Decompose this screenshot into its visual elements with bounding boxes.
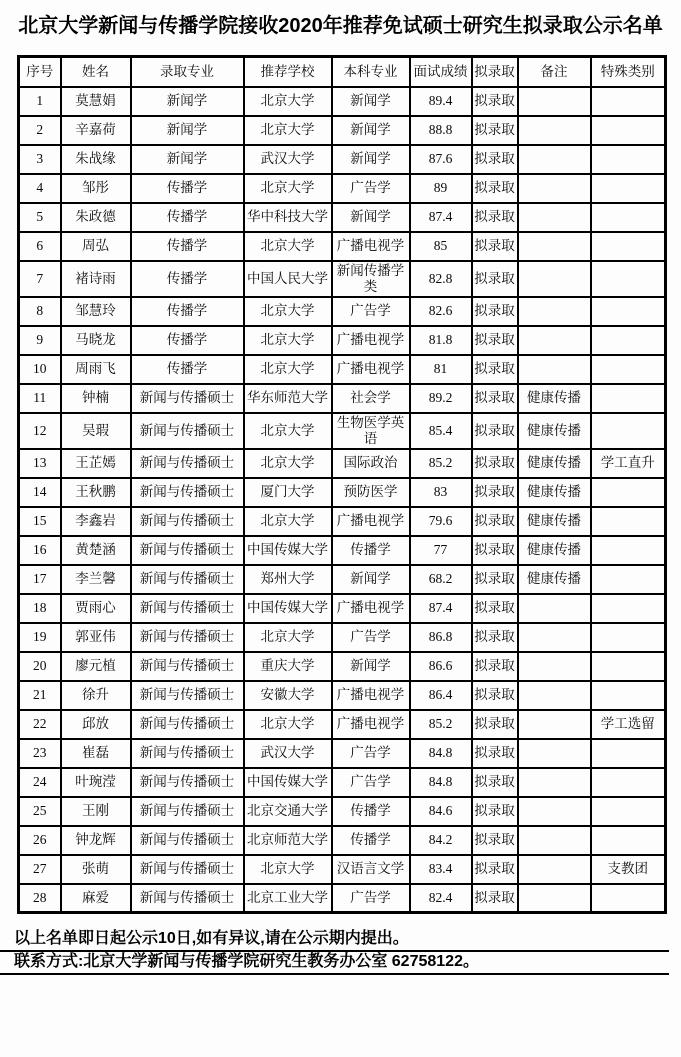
cell-admission-major: 新闻与传播硕士 [131, 884, 244, 913]
cell-undergrad-major: 新闻传播学类 [332, 261, 410, 297]
cell-remark [518, 232, 591, 261]
cell-interview-score: 84.2 [410, 826, 472, 855]
cell-admission-major: 新闻与传播硕士 [131, 797, 244, 826]
page-title: 北京大学新闻与传播学院接收2020年推荐免试硕士研究生拟录取公示名单 [18, 15, 663, 37]
cell-admission-status: 拟录取 [472, 797, 518, 826]
cell-undergrad-major: 汉语言文学 [332, 855, 410, 884]
table-row [19, 739, 666, 768]
cell-admission-status: 拟录取 [472, 507, 518, 536]
cell-admission-major: 新闻与传播硕士 [131, 507, 244, 536]
cell-seq: 21 [19, 681, 61, 710]
table-row [19, 855, 666, 884]
cell-special-category [591, 297, 666, 326]
cell-special-category [591, 826, 666, 855]
cell-admission-status: 拟录取 [472, 536, 518, 565]
cell-special-category [591, 145, 666, 174]
cell-name: 李鑫岩 [61, 507, 131, 536]
cell-admission-status: 拟录取 [472, 710, 518, 739]
cell-seq: 20 [19, 652, 61, 681]
cell-remark: 健康传播 [518, 384, 591, 413]
cell-seq: 1 [19, 87, 61, 116]
cell-remark: 健康传播 [518, 507, 591, 536]
cell-recommend-school: 中国传媒大学 [244, 536, 332, 565]
cell-admission-major: 新闻与传播硕士 [131, 710, 244, 739]
cell-remark [518, 297, 591, 326]
cell-interview-score: 84.8 [410, 739, 472, 768]
cell-undergrad-major: 传播学 [332, 797, 410, 826]
cell-remark [518, 855, 591, 884]
cell-seq: 16 [19, 536, 61, 565]
col-header-special-category: 特殊类别 [591, 57, 666, 87]
cell-admission-major: 新闻与传播硕士 [131, 594, 244, 623]
cell-recommend-school: 北京大学 [244, 116, 332, 145]
cell-interview-score: 68.2 [410, 565, 472, 594]
table-row [19, 261, 666, 297]
cell-admission-status: 拟录取 [472, 384, 518, 413]
cell-admission-major: 新闻与传播硕士 [131, 413, 244, 449]
cell-interview-score: 79.6 [410, 507, 472, 536]
cell-interview-score: 84.8 [410, 768, 472, 797]
cell-admission-major: 新闻与传播硕士 [131, 826, 244, 855]
cell-special-category [591, 681, 666, 710]
cell-special-category [591, 478, 666, 507]
table-row [19, 710, 666, 739]
cell-recommend-school: 华中科技大学 [244, 203, 332, 232]
cell-undergrad-major: 广告学 [332, 297, 410, 326]
cell-name: 钟龙辉 [61, 826, 131, 855]
cell-interview-score: 87.4 [410, 594, 472, 623]
cell-seq: 5 [19, 203, 61, 232]
col-header-seq: 序号 [19, 57, 61, 87]
col-header-remark: 备注 [518, 57, 591, 87]
cell-remark: 健康传播 [518, 478, 591, 507]
cell-special-category [591, 174, 666, 203]
cell-undergrad-major: 新闻学 [332, 87, 410, 116]
cell-admission-major: 传播学 [131, 203, 244, 232]
cell-remark: 健康传播 [518, 449, 591, 478]
cell-seq: 3 [19, 145, 61, 174]
cell-admission-status: 拟录取 [472, 297, 518, 326]
cell-admission-major: 新闻与传播硕士 [131, 652, 244, 681]
cell-special-category [591, 652, 666, 681]
cell-special-category [591, 384, 666, 413]
cell-admission-status: 拟录取 [472, 174, 518, 203]
cell-remark [518, 87, 591, 116]
cell-undergrad-major: 新闻学 [332, 116, 410, 145]
cell-special-category [591, 565, 666, 594]
cell-special-category [591, 884, 666, 913]
cell-recommend-school: 安徽大学 [244, 681, 332, 710]
cell-admission-major: 新闻与传播硕士 [131, 623, 244, 652]
cell-name: 贾雨心 [61, 594, 131, 623]
cell-admission-major: 新闻学 [131, 116, 244, 145]
cell-admission-status: 拟录取 [472, 449, 518, 478]
cell-recommend-school: 北京大学 [244, 326, 332, 355]
cell-name: 张萌 [61, 855, 131, 884]
cell-seq: 26 [19, 826, 61, 855]
contact-line: 联系方式:北京大学新闻与传播学院研究生教务办公室 62758122。 [0, 952, 669, 975]
cell-recommend-school: 北京大学 [244, 297, 332, 326]
cell-undergrad-major: 传播学 [332, 826, 410, 855]
cell-interview-score: 88.8 [410, 116, 472, 145]
cell-special-category [591, 203, 666, 232]
cell-name: 徐升 [61, 681, 131, 710]
cell-admission-major: 新闻与传播硕士 [131, 565, 244, 594]
cell-recommend-school: 北京工业大学 [244, 884, 332, 913]
cell-seq: 7 [19, 261, 61, 297]
cell-seq: 28 [19, 884, 61, 913]
cell-interview-score: 86.4 [410, 681, 472, 710]
cell-special-category [591, 355, 666, 384]
col-header-admission-status: 拟录取 [472, 57, 518, 87]
cell-name: 廖元植 [61, 652, 131, 681]
cell-interview-score: 84.6 [410, 797, 472, 826]
cell-remark [518, 826, 591, 855]
cell-undergrad-major: 新闻学 [332, 203, 410, 232]
table-header-row [19, 57, 666, 87]
cell-interview-score: 83 [410, 478, 472, 507]
cell-undergrad-major: 传播学 [332, 536, 410, 565]
cell-name: 王芷嫣 [61, 449, 131, 478]
cell-admission-major: 传播学 [131, 232, 244, 261]
cell-recommend-school: 武汉大学 [244, 739, 332, 768]
cell-special-category [591, 536, 666, 565]
cell-name: 李兰馨 [61, 565, 131, 594]
cell-special-category [591, 739, 666, 768]
cell-seq: 27 [19, 855, 61, 884]
cell-remark [518, 623, 591, 652]
cell-interview-score: 86.8 [410, 623, 472, 652]
cell-admission-major: 传播学 [131, 297, 244, 326]
cell-recommend-school: 北京大学 [244, 87, 332, 116]
cell-admission-major: 传播学 [131, 174, 244, 203]
cell-remark [518, 261, 591, 297]
cell-seq: 18 [19, 594, 61, 623]
cell-recommend-school: 中国人民大学 [244, 261, 332, 297]
cell-name: 黄楚涵 [61, 536, 131, 565]
notice-line: 以上名单即日起公示10日,如有异议,请在公示期内提出。 [0, 929, 669, 952]
cell-recommend-school: 北京大学 [244, 449, 332, 478]
cell-seq: 8 [19, 297, 61, 326]
cell-special-category [591, 232, 666, 261]
cell-name: 钟楠 [61, 384, 131, 413]
cell-seq: 19 [19, 623, 61, 652]
cell-name: 叶琬滢 [61, 768, 131, 797]
cell-remark [518, 652, 591, 681]
cell-recommend-school: 北京大学 [244, 355, 332, 384]
cell-seq: 23 [19, 739, 61, 768]
cell-recommend-school: 厦门大学 [244, 478, 332, 507]
cell-remark [518, 797, 591, 826]
cell-special-category [591, 507, 666, 536]
cell-remark [518, 739, 591, 768]
cell-special-category: 学工直升 [591, 449, 666, 478]
cell-undergrad-major: 广告学 [332, 739, 410, 768]
cell-interview-score: 89.2 [410, 384, 472, 413]
cell-admission-status: 拟录取 [472, 478, 518, 507]
cell-special-category [591, 797, 666, 826]
cell-admission-major: 新闻与传播硕士 [131, 681, 244, 710]
cell-name: 周弘 [61, 232, 131, 261]
cell-recommend-school: 北京大学 [244, 507, 332, 536]
cell-admission-status: 拟录取 [472, 116, 518, 145]
cell-admission-major: 新闻与传播硕士 [131, 768, 244, 797]
cell-name: 莫慧娟 [61, 87, 131, 116]
table-row [19, 565, 666, 594]
cell-undergrad-major: 广播电视学 [332, 594, 410, 623]
cell-admission-status: 拟录取 [472, 413, 518, 449]
cell-name: 邱放 [61, 710, 131, 739]
col-header-admission-major: 录取专业 [131, 57, 244, 87]
table-row [19, 232, 666, 261]
cell-interview-score: 87.4 [410, 203, 472, 232]
cell-special-category [591, 261, 666, 297]
cell-admission-major: 传播学 [131, 355, 244, 384]
cell-admission-major: 新闻与传播硕士 [131, 739, 244, 768]
cell-seq: 24 [19, 768, 61, 797]
table-row [19, 478, 666, 507]
cell-interview-score: 82.6 [410, 297, 472, 326]
cell-interview-score: 81 [410, 355, 472, 384]
cell-name: 辛嘉荷 [61, 116, 131, 145]
table-row [19, 652, 666, 681]
col-header-undergrad-major: 本科专业 [332, 57, 410, 87]
cell-recommend-school: 郑州大学 [244, 565, 332, 594]
cell-undergrad-major: 新闻学 [332, 565, 410, 594]
cell-undergrad-major: 广告学 [332, 884, 410, 913]
cell-seq: 12 [19, 413, 61, 449]
cell-remark [518, 594, 591, 623]
cell-name: 周雨飞 [61, 355, 131, 384]
cell-admission-status: 拟录取 [472, 855, 518, 884]
footer [0, 929, 669, 975]
cell-special-category [591, 768, 666, 797]
cell-name: 朱政德 [61, 203, 131, 232]
cell-remark: 健康传播 [518, 536, 591, 565]
cell-admission-major: 新闻与传播硕士 [131, 449, 244, 478]
cell-undergrad-major: 广告学 [332, 174, 410, 203]
cell-remark: 健康传播 [518, 565, 591, 594]
cell-name: 吴瑕 [61, 413, 131, 449]
cell-admission-status: 拟录取 [472, 203, 518, 232]
table-row [19, 507, 666, 536]
cell-undergrad-major: 新闻学 [332, 145, 410, 174]
cell-undergrad-major: 广告学 [332, 768, 410, 797]
cell-special-category [591, 594, 666, 623]
cell-remark [518, 116, 591, 145]
cell-seq: 14 [19, 478, 61, 507]
cell-undergrad-major: 广播电视学 [332, 355, 410, 384]
cell-recommend-school: 华东师范大学 [244, 384, 332, 413]
cell-interview-score: 85.2 [410, 449, 472, 478]
cell-special-category: 支教团 [591, 855, 666, 884]
cell-remark [518, 681, 591, 710]
cell-seq: 25 [19, 797, 61, 826]
cell-recommend-school: 北京大学 [244, 413, 332, 449]
cell-interview-score: 82.8 [410, 261, 472, 297]
cell-name: 朱战缘 [61, 145, 131, 174]
cell-name: 麻爱 [61, 884, 131, 913]
cell-recommend-school: 北京大学 [244, 855, 332, 884]
cell-recommend-school: 北京师范大学 [244, 826, 332, 855]
cell-recommend-school: 北京大学 [244, 232, 332, 261]
cell-admission-major: 新闻学 [131, 87, 244, 116]
cell-recommend-school: 中国传媒大学 [244, 768, 332, 797]
cell-undergrad-major: 广播电视学 [332, 681, 410, 710]
cell-recommend-school: 北京大学 [244, 174, 332, 203]
cell-name: 邹慧玲 [61, 297, 131, 326]
cell-seq: 22 [19, 710, 61, 739]
cell-interview-score: 83.4 [410, 855, 472, 884]
table-row [19, 536, 666, 565]
table-row [19, 116, 666, 145]
cell-undergrad-major: 广播电视学 [332, 507, 410, 536]
cell-remark [518, 203, 591, 232]
col-header-name: 姓名 [61, 57, 131, 87]
cell-special-category: 学工选留 [591, 710, 666, 739]
cell-seq: 15 [19, 507, 61, 536]
cell-name: 王刚 [61, 797, 131, 826]
table-row [19, 145, 666, 174]
table-row [19, 449, 666, 478]
cell-seq: 17 [19, 565, 61, 594]
cell-recommend-school: 中国传媒大学 [244, 594, 332, 623]
cell-name: 王秋鹏 [61, 478, 131, 507]
cell-admission-status: 拟录取 [472, 565, 518, 594]
cell-undergrad-major: 社会学 [332, 384, 410, 413]
cell-name: 郭亚伟 [61, 623, 131, 652]
cell-seq: 4 [19, 174, 61, 203]
table-row [19, 174, 666, 203]
admission-table [17, 55, 667, 914]
cell-undergrad-major: 生物医学英语 [332, 413, 410, 449]
cell-seq: 10 [19, 355, 61, 384]
cell-admission-major: 传播学 [131, 261, 244, 297]
col-header-interview-score: 面试成绩 [410, 57, 472, 87]
table-row [19, 826, 666, 855]
cell-recommend-school: 北京大学 [244, 623, 332, 652]
cell-remark [518, 145, 591, 174]
cell-admission-status: 拟录取 [472, 826, 518, 855]
cell-interview-score: 85 [410, 232, 472, 261]
cell-admission-status: 拟录取 [472, 594, 518, 623]
cell-admission-status: 拟录取 [472, 623, 518, 652]
cell-admission-major: 新闻与传播硕士 [131, 536, 244, 565]
cell-undergrad-major: 预防医学 [332, 478, 410, 507]
cell-admission-status: 拟录取 [472, 768, 518, 797]
cell-remark [518, 768, 591, 797]
cell-seq: 6 [19, 232, 61, 261]
cell-interview-score: 81.8 [410, 326, 472, 355]
cell-remark [518, 710, 591, 739]
cell-recommend-school: 重庆大学 [244, 652, 332, 681]
cell-special-category [591, 623, 666, 652]
table-row [19, 326, 666, 355]
cell-interview-score: 85.4 [410, 413, 472, 449]
cell-interview-score: 82.4 [410, 884, 472, 913]
cell-undergrad-major: 广播电视学 [332, 710, 410, 739]
cell-remark [518, 884, 591, 913]
table-row [19, 681, 666, 710]
cell-admission-major: 新闻与传播硕士 [131, 384, 244, 413]
table-row [19, 87, 666, 116]
cell-admission-status: 拟录取 [472, 681, 518, 710]
cell-undergrad-major: 广播电视学 [332, 232, 410, 261]
cell-seq: 2 [19, 116, 61, 145]
table-body [19, 87, 666, 913]
table-row [19, 355, 666, 384]
cell-special-category [591, 116, 666, 145]
cell-name: 马晓龙 [61, 326, 131, 355]
cell-admission-major: 传播学 [131, 326, 244, 355]
cell-recommend-school: 武汉大学 [244, 145, 332, 174]
cell-name: 褚诗雨 [61, 261, 131, 297]
cell-admission-status: 拟录取 [472, 261, 518, 297]
cell-interview-score: 86.6 [410, 652, 472, 681]
cell-seq: 11 [19, 384, 61, 413]
table-row [19, 623, 666, 652]
cell-interview-score: 89.4 [410, 87, 472, 116]
cell-undergrad-major: 广告学 [332, 623, 410, 652]
cell-admission-status: 拟录取 [472, 739, 518, 768]
table-row [19, 768, 666, 797]
cell-admission-major: 新闻与传播硕士 [131, 855, 244, 884]
table-row [19, 884, 666, 913]
cell-admission-status: 拟录取 [472, 232, 518, 261]
cell-seq: 13 [19, 449, 61, 478]
cell-name: 邹彤 [61, 174, 131, 203]
cell-interview-score: 87.6 [410, 145, 472, 174]
table-row [19, 594, 666, 623]
cell-remark [518, 326, 591, 355]
cell-recommend-school: 北京大学 [244, 710, 332, 739]
cell-admission-major: 新闻学 [131, 145, 244, 174]
table-row [19, 297, 666, 326]
cell-admission-status: 拟录取 [472, 355, 518, 384]
cell-interview-score: 89 [410, 174, 472, 203]
cell-special-category [591, 87, 666, 116]
cell-admission-status: 拟录取 [472, 884, 518, 913]
cell-special-category [591, 326, 666, 355]
cell-name: 崔磊 [61, 739, 131, 768]
cell-undergrad-major: 广播电视学 [332, 326, 410, 355]
cell-interview-score: 85.2 [410, 710, 472, 739]
table-row [19, 797, 666, 826]
table-row [19, 384, 666, 413]
cell-admission-status: 拟录取 [472, 326, 518, 355]
cell-seq: 9 [19, 326, 61, 355]
cell-recommend-school: 北京交通大学 [244, 797, 332, 826]
cell-admission-status: 拟录取 [472, 145, 518, 174]
cell-admission-status: 拟录取 [472, 87, 518, 116]
cell-remark [518, 355, 591, 384]
table-row [19, 203, 666, 232]
cell-interview-score: 77 [410, 536, 472, 565]
cell-undergrad-major: 国际政治 [332, 449, 410, 478]
table-row [19, 413, 666, 449]
col-header-recommend-school: 推荐学校 [244, 57, 332, 87]
cell-remark: 健康传播 [518, 413, 591, 449]
cell-undergrad-major: 新闻学 [332, 652, 410, 681]
cell-admission-status: 拟录取 [472, 652, 518, 681]
cell-admission-major: 新闻与传播硕士 [131, 478, 244, 507]
cell-remark [518, 174, 591, 203]
cell-special-category [591, 413, 666, 449]
